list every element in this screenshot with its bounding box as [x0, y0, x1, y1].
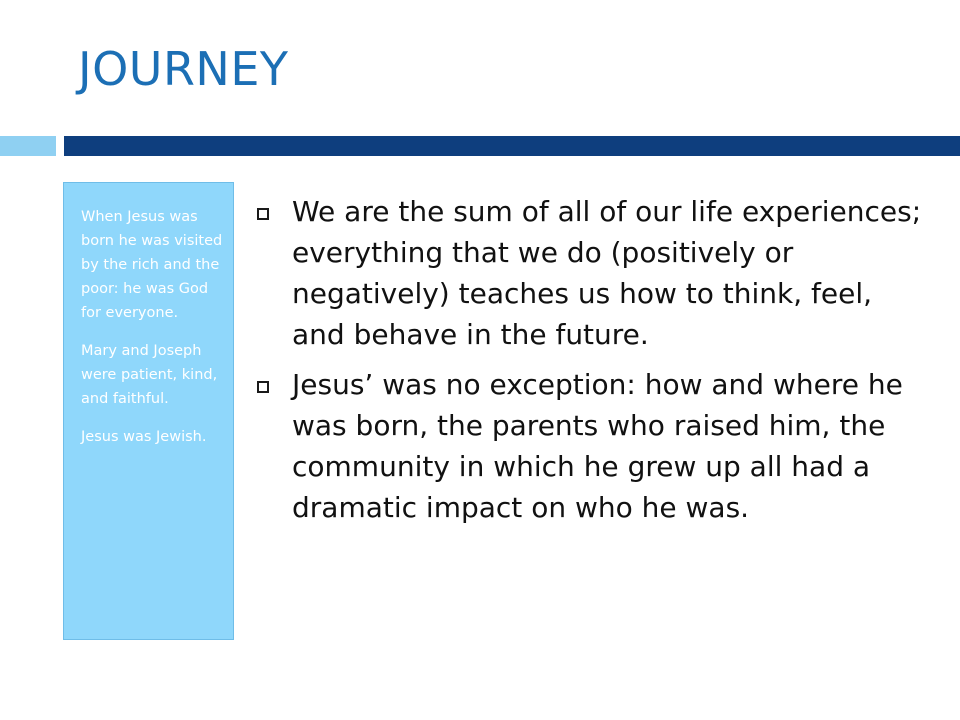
bullet-text: Jesus’ was no exception: how and where he was born, the parents who raised him, the community in which he grew up all had a dramatic impact on who he was. — [292, 368, 903, 524]
hollow-square-bullet-icon — [257, 208, 269, 220]
sidebar-paragraph: When Jesus was born he was visited by the rich and the poor: he was God for everyone. — [81, 209, 223, 321]
sidebar-paragraph: Jesus was Jewish. — [81, 429, 207, 445]
bullet-list — [254, 191, 924, 537]
title-accent-bar-dark — [64, 136, 960, 156]
hollow-square-bullet-icon — [257, 381, 269, 393]
bullet-text: We are the sum of all of our life experiences; everything that we do (positively or negatively) teaches us how to think, feel, and behave in the future. — [292, 195, 922, 351]
title-accent-bar-light — [0, 136, 56, 156]
sidebar-panel — [63, 182, 234, 640]
bullet-item — [254, 191, 924, 355]
bullet-item — [254, 364, 924, 528]
slide-title: JOURNEY — [78, 42, 289, 96]
sidebar-paragraph: Mary and Joseph were patient, kind, and faithful. — [81, 343, 218, 407]
